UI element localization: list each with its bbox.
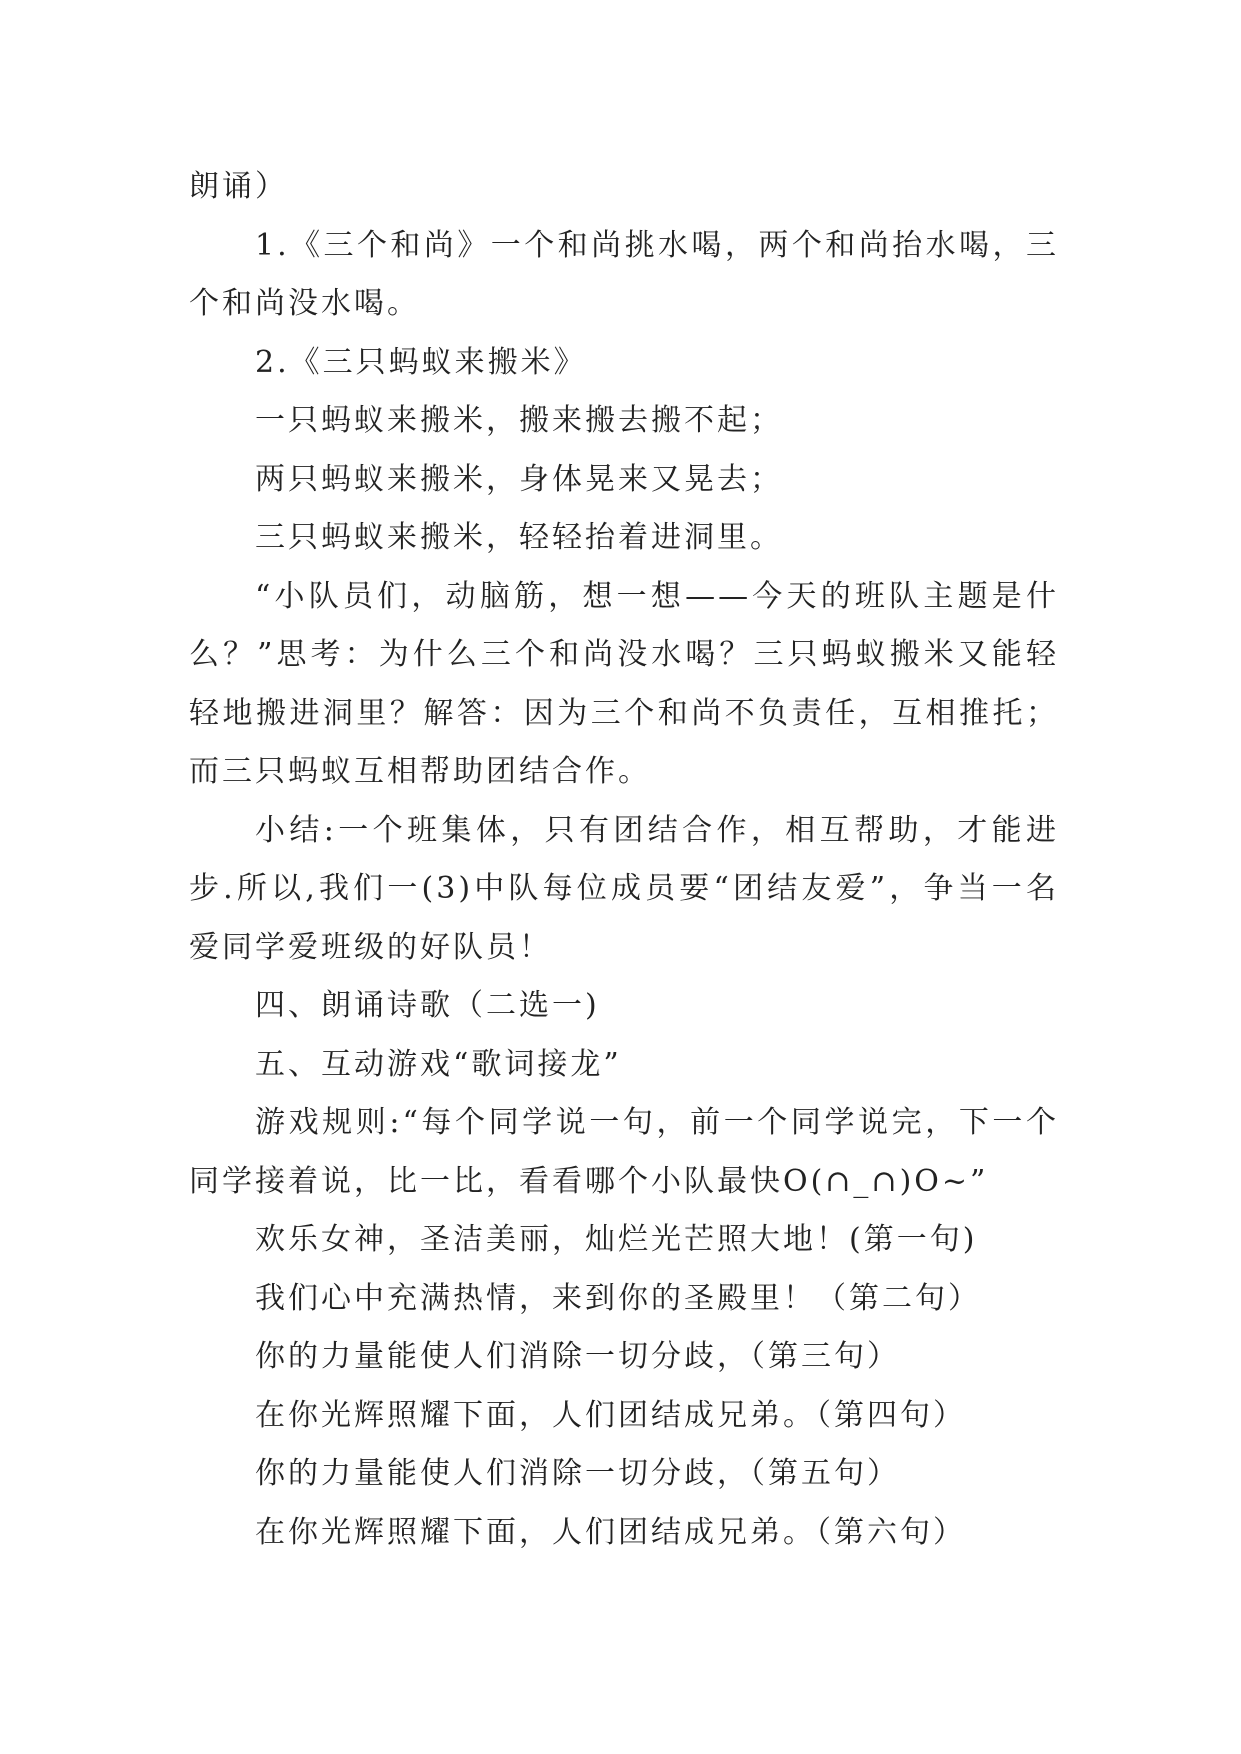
paragraph-discussion: “小队员们，动脑筋，想一想——今天的班队主题是什么？”思考：为什么三个和尚没水喝？三只蚂蚁搬米又能轻轻地搬进洞里？解答：因为三个和尚不负责任，互相推托；而三只蚂蚁互相帮助团结合作。 (189, 578, 1059, 789)
lyric-line-5: 你的力量能使人们消除一切分歧，（第五句） (255, 1456, 900, 1491)
paragraph-game-rules: 游戏规则:“每个同学说一句，前一个同学说完，下一个同学接着说，比一比，看看哪个小队最快O(∩_∩)O~” (189, 1105, 1059, 1199)
document-body (189, 158, 1059, 1562)
paragraph-continuation: 朗诵） (189, 169, 288, 204)
poem-line-2: 两只蚂蚁来搬米，身体晃来又晃去； (255, 461, 783, 497)
lyric-line-6: 在你光辉照耀下面，人们团结成兄弟。（第六句） (255, 1514, 966, 1550)
section-heading-5: 五、互动游戏“歌词接龙” (255, 1046, 622, 1082)
lyric-line-3: 你的力量能使人们消除一切分歧，（第三句） (255, 1339, 900, 1374)
poem-line-1: 一只蚂蚁来搬米，搬来搬去搬不起； (255, 403, 783, 438)
poem-line-3: 三只蚂蚁来搬米，轻轻抬着进洞里。 (255, 520, 783, 555)
section-heading-4: 四、朗诵诗歌（二选一) (255, 988, 600, 1023)
lyric-line-2: 我们心中充满热情，来到你的圣殿里！（第二句） (255, 1280, 981, 1316)
lyric-line-1: 欢乐女神，圣洁美丽，灿烂光芒照大地！(第一句) (255, 1222, 978, 1257)
paragraph-summary: 小结:一个班集体，只有团结合作，相互帮助，才能进步.所以,我们一(3)中队每位成员要“团结友爱”，争当一名爱同学爱班级的好队员！ (189, 812, 1059, 965)
paragraph-three-monks: 1.《三个和尚》一个和尚挑水喝，两个和尚抬水喝，三个和尚没水喝。 (189, 227, 1059, 321)
lyric-line-4: 在你光辉照耀下面，人们团结成兄弟。（第四句） (255, 1397, 966, 1433)
paragraph-ants-title: 2.《三只蚂蚁来搬米》 (255, 344, 587, 380)
